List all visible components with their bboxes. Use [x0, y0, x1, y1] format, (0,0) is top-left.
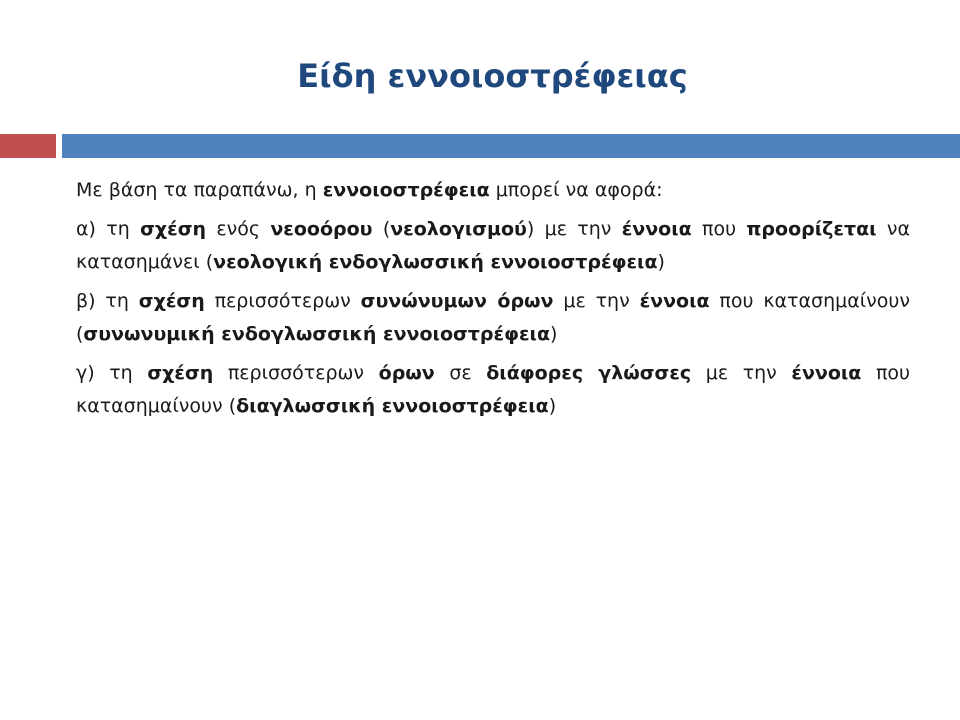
bold-term: προορίζεται	[746, 218, 877, 240]
text-run: σε	[434, 362, 487, 384]
bold-term: όρων	[378, 362, 435, 384]
slide-body	[76, 174, 910, 429]
bold-term: εννοιοστρέφεια	[322, 179, 490, 201]
bold-term: σχέση	[147, 362, 214, 384]
text-run: β) τη	[76, 290, 139, 312]
accent-bar-blue	[62, 134, 960, 158]
text-run: να κατασημάνει (	[76, 218, 910, 273]
text-run: περισσότερων	[204, 290, 361, 312]
bold-term: σχέση	[140, 218, 207, 240]
bold-term: συνωνυμική ενδογλωσσική εννοιοστρέφεια	[83, 323, 551, 345]
bold-term: έννοια	[621, 218, 692, 240]
text-run: )	[657, 251, 665, 273]
text-run: α) τη	[76, 218, 141, 240]
slide-title: Είδη εννοιοστρέφειας	[297, 57, 688, 95]
bold-term: έννοια	[791, 362, 862, 384]
text-run: που	[691, 218, 747, 240]
text-run: που κατασημαίνουν (	[76, 362, 910, 417]
bold-term: νεολογισμού	[390, 218, 527, 240]
text-run: γ) τη	[76, 362, 148, 384]
text-run: ) με την	[526, 218, 622, 240]
text-run: ενός	[206, 218, 271, 240]
bold-term: έννοια	[639, 290, 710, 312]
bold-term: σχέση	[138, 290, 205, 312]
text-run: Με βάση τα παραπάνω, η	[76, 179, 323, 201]
text-run: (	[372, 218, 391, 240]
text-run: με την	[553, 290, 640, 312]
paragraph-c	[76, 357, 910, 423]
bold-term: διάφορες γλώσσες	[486, 362, 692, 384]
paragraph-b	[76, 285, 910, 351]
bold-term: νεοοόρου	[270, 218, 373, 240]
text-run: )	[550, 323, 558, 345]
paragraph-a	[76, 213, 910, 279]
text-run: )	[548, 395, 557, 417]
bold-term: νεολογική ενδογλωσσική εννοιοστρέφεια	[213, 251, 658, 273]
paragraph-intro	[76, 174, 910, 207]
bold-term: συνώνυμων όρων	[360, 290, 554, 312]
text-run: μπορεί να αφορά:	[489, 179, 663, 201]
text-run: περισσότερων	[213, 362, 379, 384]
text-run: που κατασημαίνουν (	[76, 290, 910, 345]
accent-bar-red	[0, 134, 56, 158]
bold-term: διαγλωσσική εννοιοστρέφεια	[236, 395, 549, 417]
text-run: με την	[691, 362, 792, 384]
